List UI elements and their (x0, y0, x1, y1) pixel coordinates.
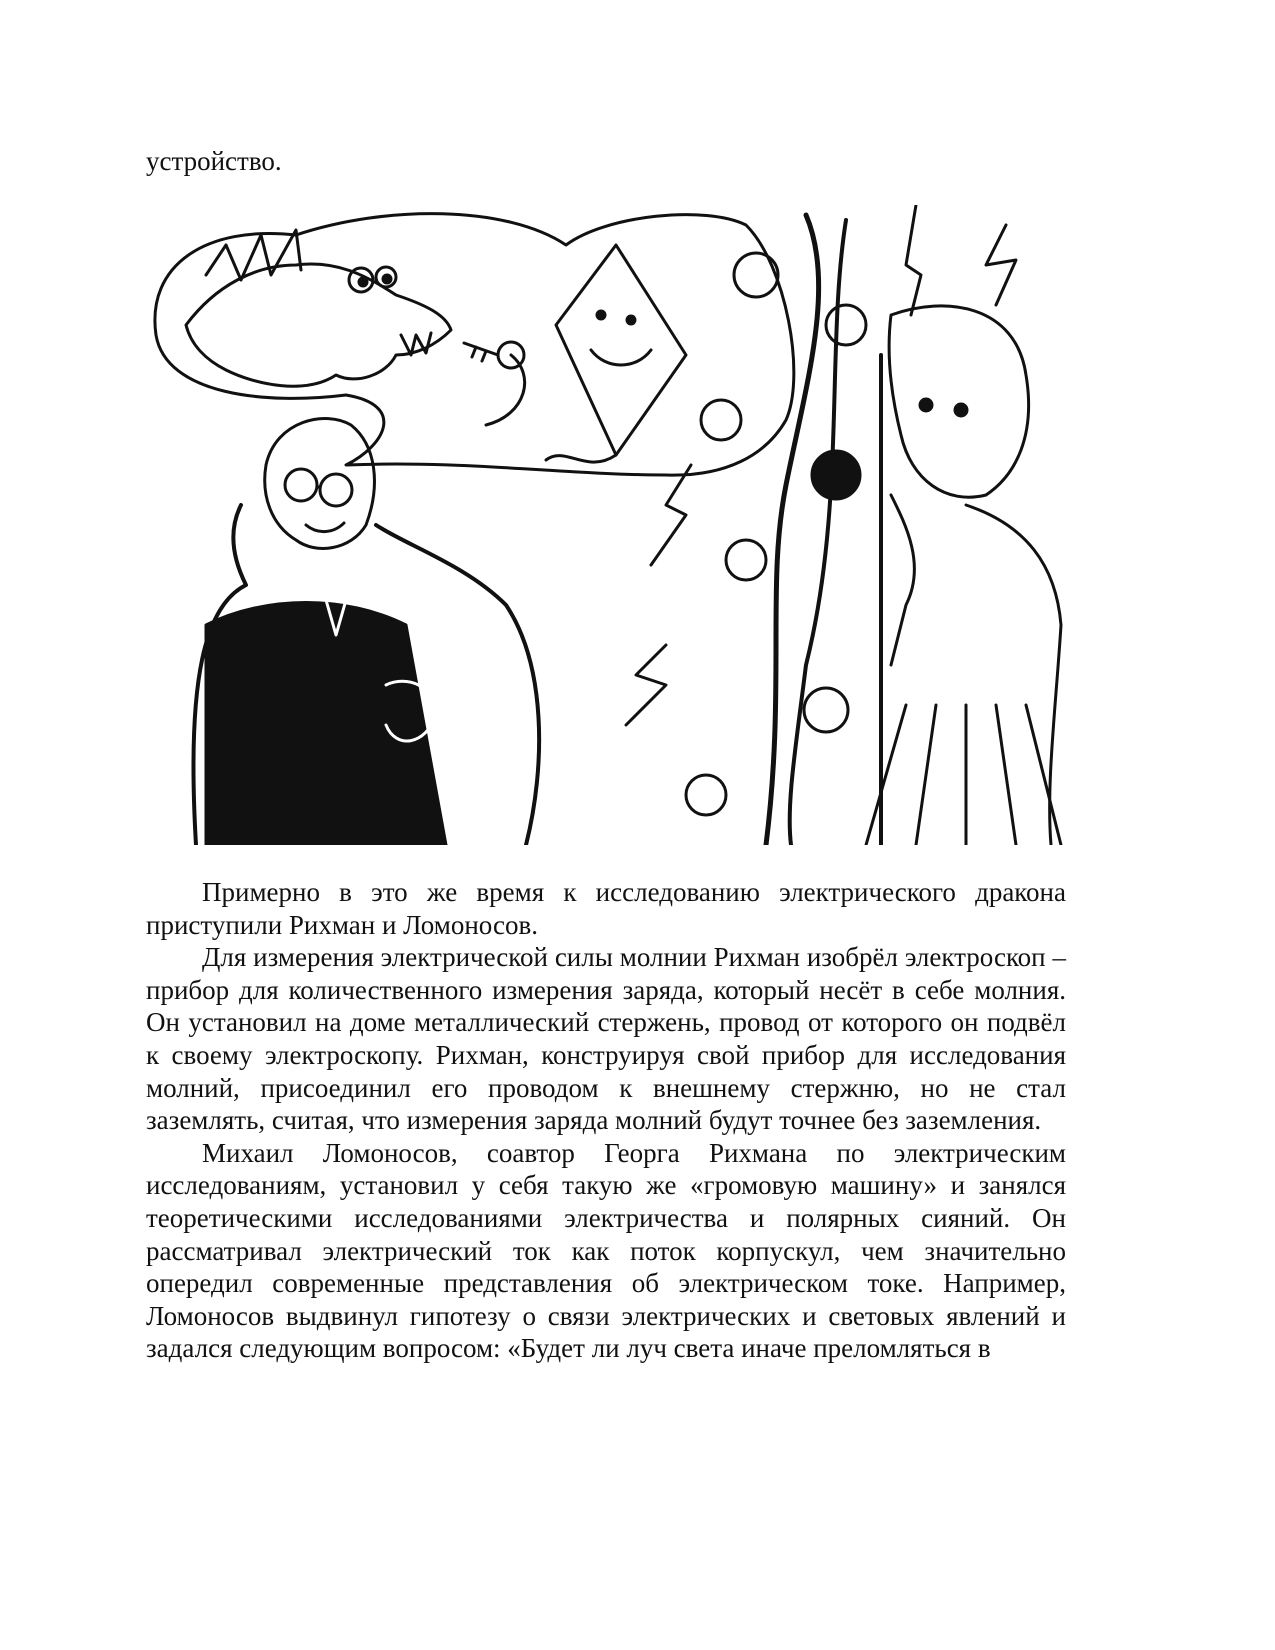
body-text (146, 876, 1066, 1365)
thought-bubble (155, 214, 794, 476)
dragon-icon (186, 230, 451, 386)
cartoon-illustration (146, 205, 1066, 845)
paragraph-3: Михаил Ломоносов, соавтор Георга Рихмана по электрическим исследованиям, установил у себя такую же «громовую машину» и занялся теоретическими исследованиями электричества и полярных сияний. Он рассматривал электрический ток как поток корпускул, чем значительно опередил современные представления об электрическом токе. Например, Ломоносов выдвинул гипотезу о связи электрических и световых явлений и задался следующим вопросом: «Будет ли луч света иначе преломляться в (146, 1137, 1066, 1364)
scientist-figure (193, 418, 539, 845)
continuation-text: устройство. (146, 146, 282, 176)
paragraph-2: Для измерения электрической силы молнии Рихман изобрёл электроскоп – прибор для количественного измерения заряда, который несёт в себе молния. Он установил на доме металлический стержень, провод от которого он подвёл к своему электроскопу. Рихман, конструируя свой прибор для исследования молний, присоединил его проводом к внешнему стержню, но не стал заземлять, считая, что измерения заряда молний будут точнее без заземления. (146, 942, 1066, 1136)
paragraph-1: Примерно в это же время к исследованию электрического дракона приступили Рихман и Ломоносов. (146, 877, 1066, 940)
kite-icon (486, 245, 686, 462)
woman-figure (866, 205, 1061, 845)
bell-chain (626, 215, 866, 845)
key-icon (464, 342, 524, 368)
